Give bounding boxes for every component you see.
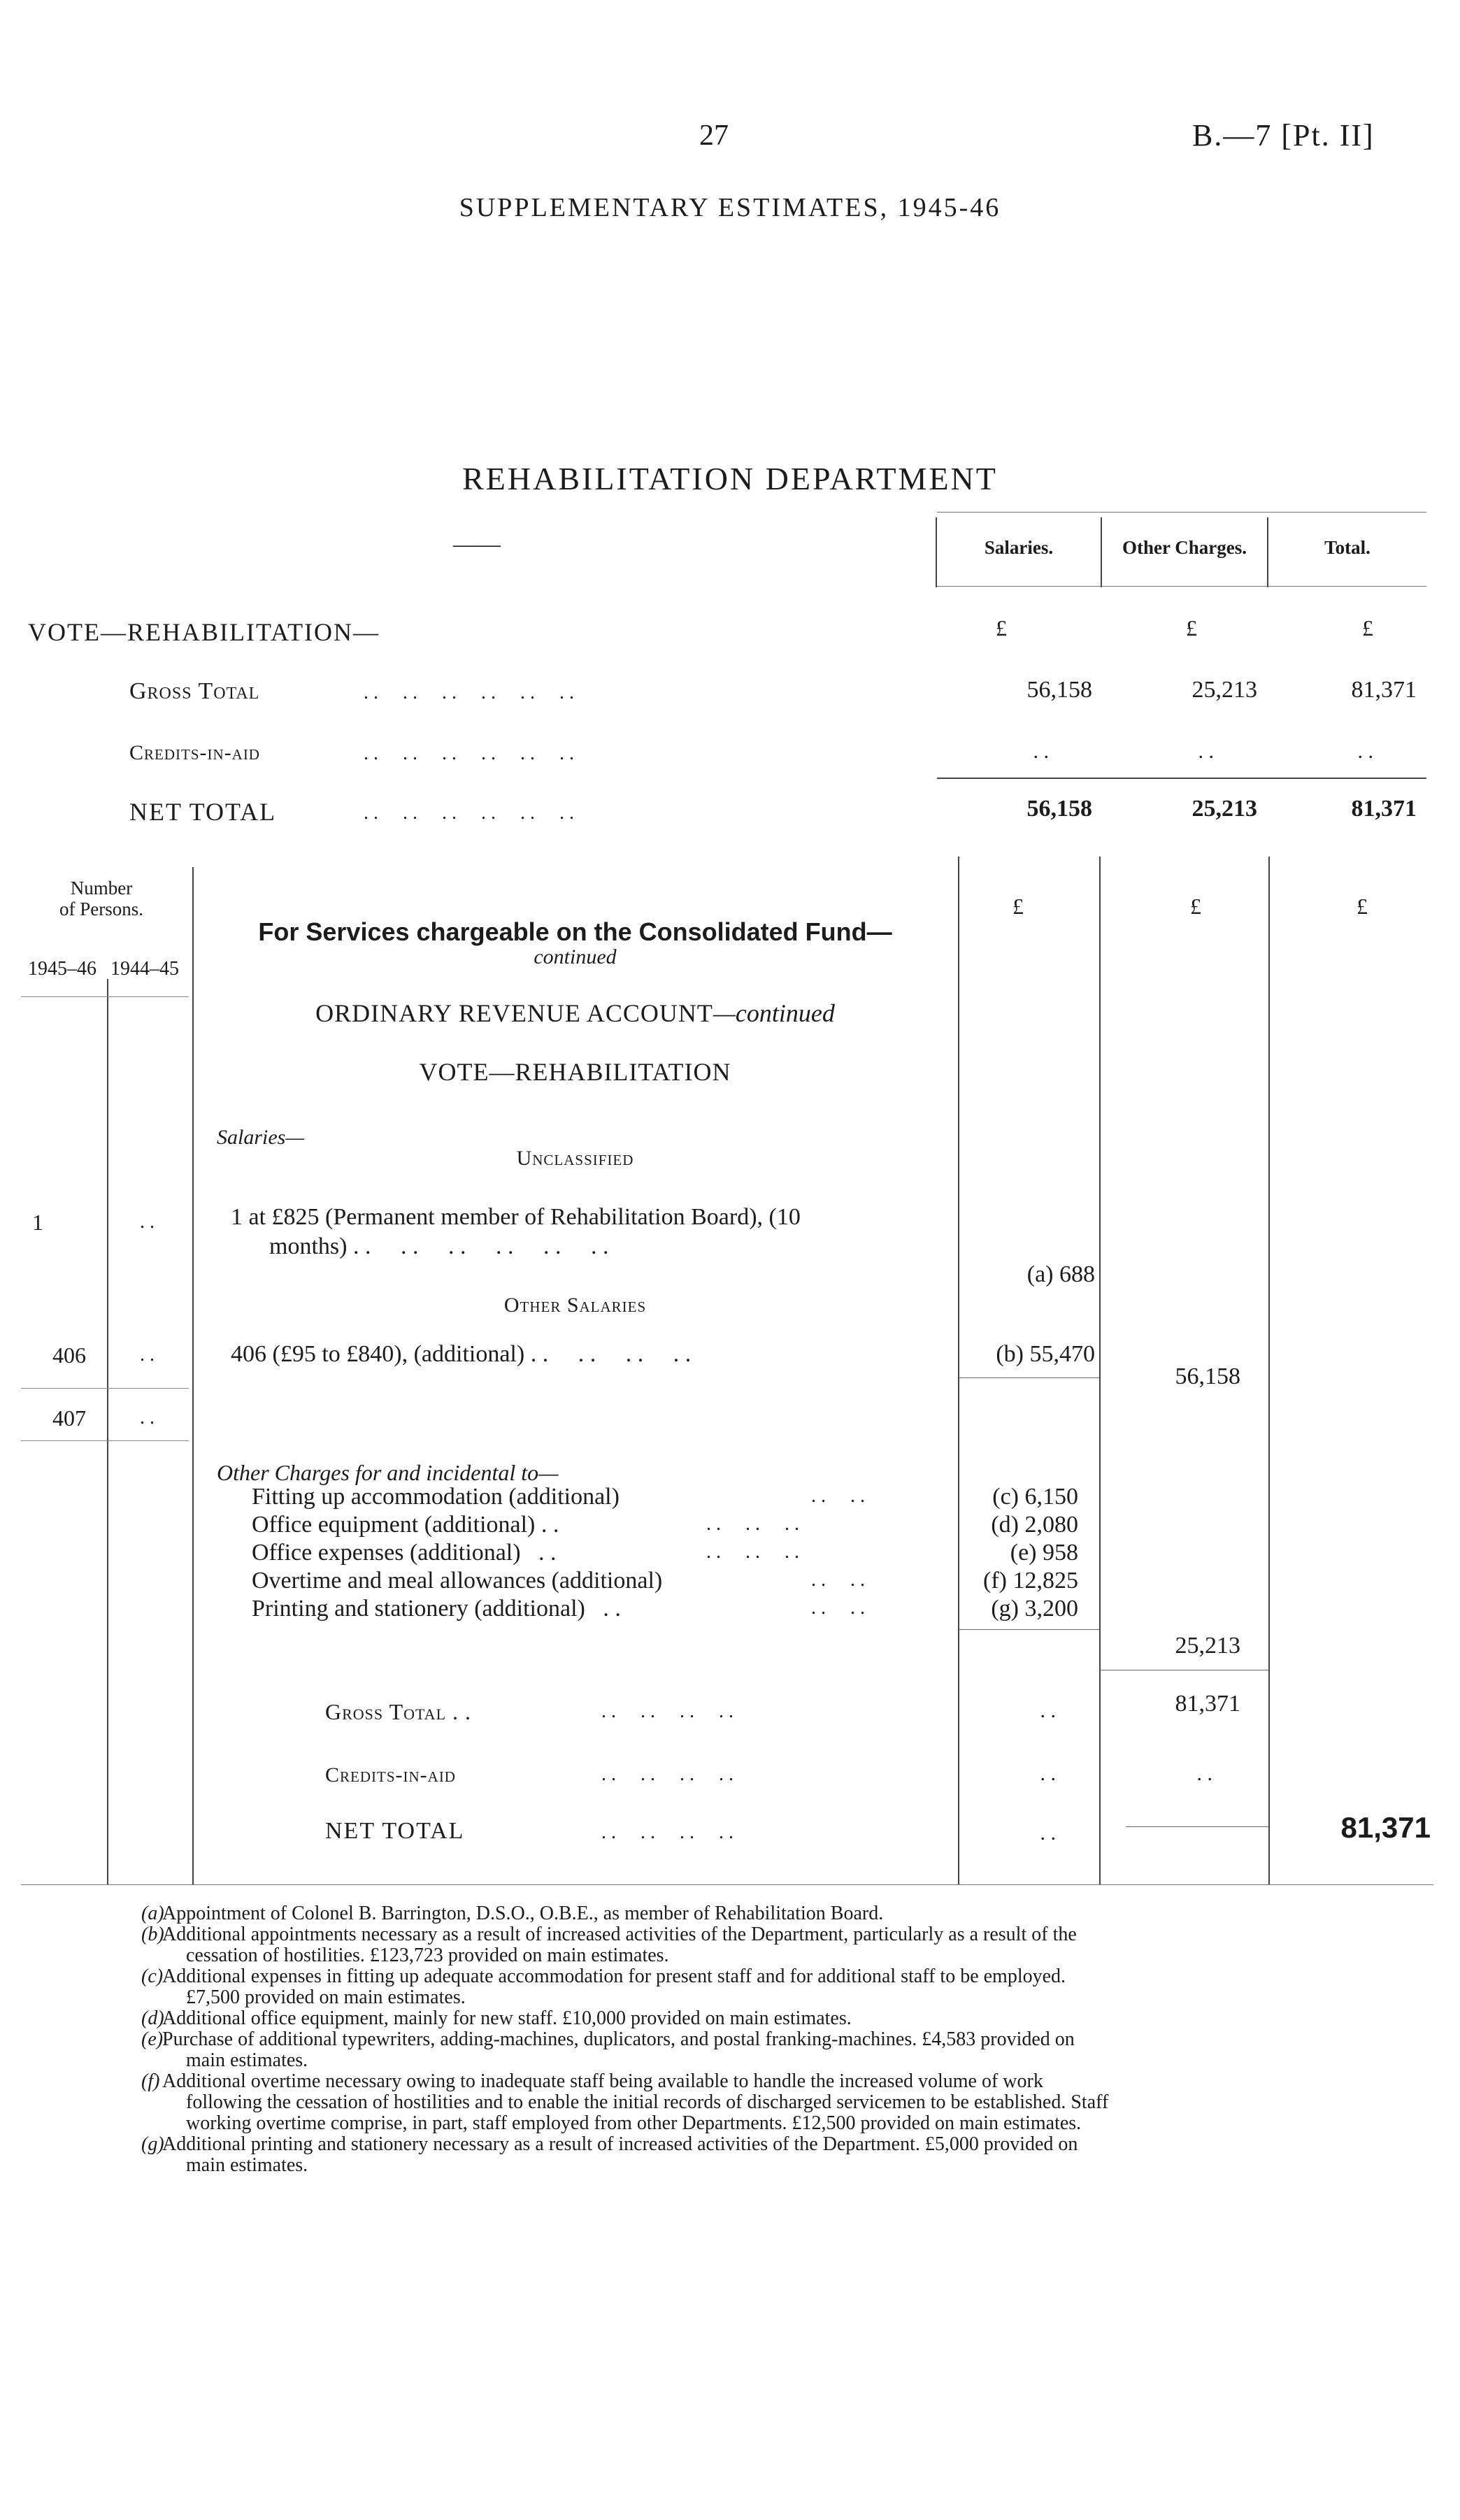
unclassified-line-2: months) . . . . . . . . . . . . bbox=[269, 1233, 609, 1259]
summary-gross-salaries: 56,158 bbox=[1026, 677, 1092, 703]
summary-net-label: NET TOTAL bbox=[129, 798, 277, 826]
persons-header: Number of Persons. bbox=[59, 878, 143, 919]
detail-net-salaries: . . bbox=[1040, 1821, 1056, 1845]
unclassified-persons-1945: 1 bbox=[32, 1210, 43, 1235]
unclassified-persons-1944: . . bbox=[140, 1211, 155, 1233]
detail-credits-label: Credits-in-aid bbox=[325, 1763, 456, 1787]
footnote-g bbox=[141, 2133, 1372, 2176]
detail-net-label: NET TOTAL bbox=[325, 1818, 465, 1844]
account-heading bbox=[196, 998, 954, 1028]
charge-label-overtime: Overtime and meal allowances (additional) bbox=[252, 1568, 663, 1594]
detail-currency-total: £ bbox=[1357, 894, 1368, 919]
column-header-other-charges: Other Charges. bbox=[1122, 537, 1247, 558]
unclassified-value: (a) 688 bbox=[1026, 1261, 1095, 1287]
column-header-total: Total. bbox=[1324, 537, 1370, 558]
charge-value-office-expenses: (e) 958 bbox=[1010, 1540, 1078, 1566]
summary-net-dots: . . . . . . . . . . . . bbox=[364, 802, 574, 824]
footnote-f bbox=[141, 2070, 1372, 2134]
footnote-line: Additional office equipment, mainly for new staff. £10,000 provided on main estimates. bbox=[162, 2007, 852, 2029]
detail-gross-dots: . . . . . . . . bbox=[601, 1701, 733, 1722]
summary-credits-other: . . bbox=[1198, 740, 1214, 763]
footnote-mark: (g) bbox=[141, 2133, 164, 2155]
footnote-line: Appointment of Colonel B. Barrington, D.S.O., O.B.E., as member of Rehabilitation Board. bbox=[162, 1903, 884, 1924]
charge-value-overtime: (f) 12,825 bbox=[983, 1568, 1078, 1594]
footnote-d bbox=[141, 2007, 1372, 2029]
charge-value-printing: (g) 3,200 bbox=[991, 1596, 1078, 1621]
detail-net-total: 81,371 bbox=[1340, 1811, 1431, 1844]
charges-subtotal: 25,213 bbox=[1175, 1633, 1240, 1659]
unclassified-line-1: 1 at £825 (Permanent member of Rehabilitation Board), (10 bbox=[231, 1204, 801, 1230]
fund-continued: continued bbox=[534, 945, 617, 968]
summary-net-salaries: 56,158 bbox=[1026, 796, 1092, 822]
footnote-mark: (d) bbox=[141, 2007, 164, 2029]
charge-label-fitting: Fitting up accommodation (additional) bbox=[252, 1484, 620, 1510]
page-title: SUPPLEMENTARY ESTIMATES, 1945-46 bbox=[459, 193, 1001, 222]
detail-net-dots: . . . . . . . . bbox=[601, 1821, 733, 1843]
footnote-line: cessation of hostilities. £123,723 provided on main estimates. bbox=[186, 1945, 669, 1966]
currency-other-charges: £ bbox=[1186, 615, 1197, 640]
department-heading: REHABILITATION DEPARTMENT bbox=[462, 461, 998, 496]
footnote-line: main estimates. bbox=[186, 2049, 308, 2071]
footnote-mark: (a) bbox=[141, 1903, 164, 1924]
footnote-line: main estimates. bbox=[186, 2154, 308, 2176]
charge-dots-overtime: . . . . bbox=[811, 1569, 865, 1591]
charge-dots-office-equipment: . . . . . . bbox=[706, 1513, 799, 1535]
page-number: 27 bbox=[699, 120, 729, 152]
charge-label-office-expenses: Office expenses (additional) . . bbox=[252, 1540, 557, 1566]
charge-dots-printing: . . . . bbox=[811, 1597, 865, 1619]
footnote-b bbox=[141, 1924, 1372, 1966]
summary-credits-label: Credits-in-aid bbox=[129, 741, 260, 764]
footnote-mark: (b) bbox=[141, 1924, 164, 1945]
footnote-e bbox=[141, 2028, 1372, 2071]
footnote-line: working overtime comprise, in part, staff employed from other Departments. £12,500 provided on main estimates. bbox=[186, 2112, 1082, 2134]
summary-gross-total: 81,371 bbox=[1351, 677, 1417, 703]
summary-credits-salaries: . . bbox=[1033, 740, 1049, 763]
summary-dash: —— bbox=[453, 531, 501, 557]
footnote-line: Additional appointments necessary as a result of increased activities of the Department, particularly as a result of the bbox=[162, 1924, 1077, 1945]
account-heading-continued: —continued bbox=[713, 999, 835, 1027]
footnote-line: £7,500 provided on main estimates. bbox=[186, 1986, 466, 2008]
other-salaries-label: Other Salaries bbox=[503, 1294, 647, 1317]
document-reference: B.—7 [Pt. II] bbox=[1192, 118, 1375, 152]
currency-salaries: £ bbox=[996, 615, 1007, 640]
vote-label: VOTE—REHABILITATION— bbox=[28, 618, 380, 646]
fund-heading: For Services chargeable on the Consolidated Fund— bbox=[258, 917, 892, 946]
footnote-a bbox=[141, 1903, 1372, 1924]
footnote-c bbox=[141, 1966, 1372, 2008]
footnote-line: Additional expenses in fitting up adequate accommodation for present staff and for additional staff to be employed. bbox=[162, 1966, 1066, 1987]
charge-label-office-equipment: Office equipment (additional) . . bbox=[252, 1512, 559, 1538]
other-charges-label: Other Charges for and incidental to— bbox=[217, 1460, 559, 1485]
summary-credits-dots: . . . . . . . . . . . . bbox=[364, 743, 574, 764]
summary-credits-total: . . bbox=[1357, 740, 1373, 763]
summary-gross-dots: . . . . . . . . . . . . bbox=[364, 682, 574, 703]
footnote-mark: (f) bbox=[141, 2070, 160, 2092]
charge-value-fitting: (c) 6,150 bbox=[992, 1484, 1078, 1510]
detail-credits-dots: . . . . . . . . bbox=[601, 1763, 733, 1785]
summary-net-total: 81,371 bbox=[1351, 796, 1417, 822]
other-salaries-line: 406 (£95 to £840), (additional) . . . . . . . . bbox=[231, 1341, 692, 1367]
column-header-salaries: Salaries. bbox=[984, 537, 1054, 558]
footnote-line: Purchase of additional typewriters, adding-machines, duplicators, and postal franking-machines. £4,583 provided on bbox=[162, 2028, 1075, 2050]
unclassified-label: Unclassified bbox=[516, 1147, 634, 1170]
charge-dots-fitting: . . . . bbox=[811, 1485, 865, 1507]
detail-gross-salaries: . . bbox=[1040, 1699, 1056, 1722]
summary-gross-other: 25,213 bbox=[1191, 677, 1257, 703]
detail-gross-label: Gross Total . . bbox=[325, 1699, 472, 1724]
vote-heading: VOTE—REHABILITATION bbox=[419, 1058, 731, 1086]
year-1944-45: 1944–45 bbox=[110, 958, 179, 980]
total-persons-1945: 407 bbox=[52, 1405, 86, 1431]
charge-label-printing: Printing and stationery (additional) . . bbox=[252, 1596, 621, 1621]
detail-gross-other: 81,371 bbox=[1175, 1691, 1240, 1717]
summary-gross-label: Gross Total bbox=[129, 678, 260, 704]
charge-value-office-equipment: (d) 2,080 bbox=[991, 1512, 1078, 1538]
other-salaries-persons-1944: . . bbox=[140, 1344, 155, 1366]
other-salaries-persons-1945: 406 bbox=[52, 1343, 86, 1368]
detail-currency-other: £ bbox=[1190, 894, 1201, 919]
other-salaries-value: (b) 55,470 bbox=[996, 1341, 1095, 1367]
footnote-line: Additional overtime necessary owing to inadequate staff being available to handle the increased volume of work bbox=[162, 2070, 1043, 2092]
footnote-line: Additional printing and stationery necessary as a result of increased activities of the Department. £5,000 provided on bbox=[162, 2133, 1078, 2155]
account-heading-text: ORDINARY REVENUE ACCOUNT bbox=[315, 999, 713, 1027]
year-1945-46: 1945–46 bbox=[28, 958, 96, 980]
salaries-subtotal: 56,158 bbox=[1175, 1363, 1240, 1389]
detail-credits-other: . . bbox=[1196, 1762, 1212, 1785]
detail-currency-salaries: £ bbox=[1012, 894, 1024, 919]
footnote-line: following the cessation of hostilities and to enable the initial records of discharged servicemen to be established. Staff bbox=[186, 2091, 1109, 2113]
detail-credits-salaries: . . bbox=[1040, 1762, 1056, 1785]
footnote-mark: (c) bbox=[141, 1966, 164, 1987]
charge-dots-office-expenses: . . . . . . bbox=[706, 1541, 799, 1563]
summary-net-other: 25,213 bbox=[1191, 796, 1257, 822]
total-persons-1944: . . bbox=[140, 1407, 155, 1429]
footnote-mark: (e) bbox=[141, 2028, 164, 2050]
salaries-label: Salaries— bbox=[217, 1126, 305, 1149]
currency-total: £ bbox=[1362, 615, 1373, 640]
